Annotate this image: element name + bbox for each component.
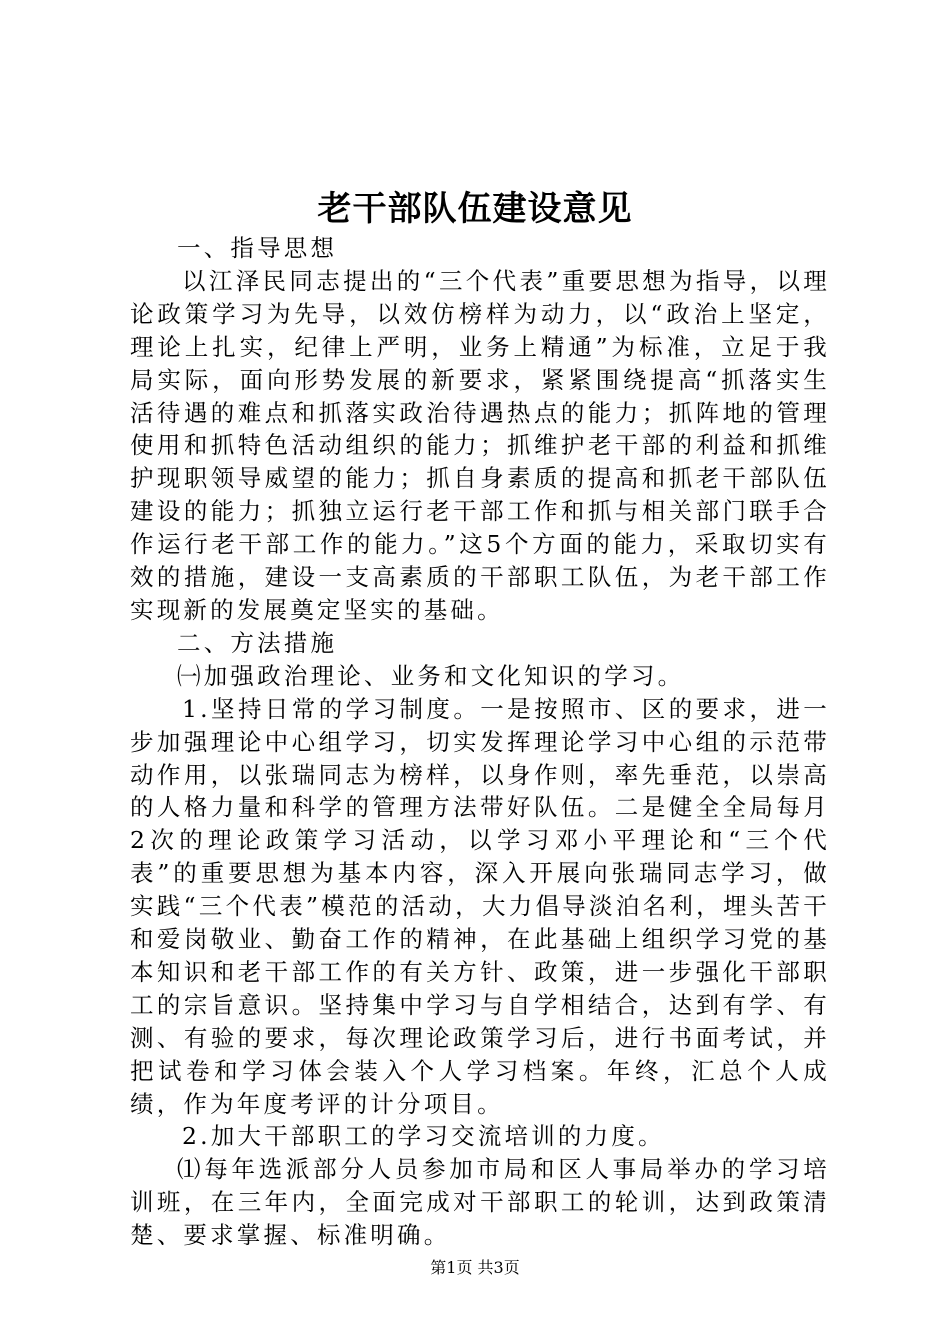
subsection-heading-study: ㈠加强政治理论、业务和文化知识的学习。 [177, 661, 685, 690]
page-number: 第1页 共3页 [430, 1258, 520, 1277]
document-title: 老干部队伍建设意见 [317, 189, 633, 229]
section-heading-guiding-ideology: 一、指导思想 [177, 234, 338, 262]
paragraph-training-heading: 2.加大干部职工的学习交流培训的力度。 [182, 1122, 665, 1151]
document-body [130, 232, 830, 1252]
paragraph-training-item-1: ⑴每年选派部分人员参加市局和区人事局举办的学习培训班，在三年内，全面完成对干部职工的轮训，达到政策清楚、要求掌握、标准明确。 [130, 1155, 830, 1250]
section-heading-methods: 二、方法措施 [177, 628, 338, 657]
paragraph-daily-study: 1.坚持日常的学习制度。一是按照市、区的要求，进一步加强理论中心组学习，切实发挥理论学习中心组的示范带动作用，以张瑞同志为榜样，以身作则，率先垂范，以崇高的人格力量和科学的管理方法带好队伍。二是健全全局每月2次的理论政策学习活动，以学习邓小平理论和“三个代表”的重要思想为基本内容，深入开展向张瑞同志学习，做实践“三个代表”模范的活动，大力倡导淡泊名利，埋头苦干和爱岗敬业、勤奋工作的精神，在此基础上组织学习党的基本知识和老干部工作的有关方针、政策，进一步强化干部职工的宗旨意识。坚持集中学习与自学相结合，达到有学、有测、有验的要求，每次理论政策学习后，进行书面考试，并把试卷和学习体会装入个人学习档案。年终，汇总个人成绩，作为年度考评的计分项目。 [130, 694, 830, 1118]
paragraph-guiding-ideology: 以江泽民同志提出的“三个代表”重要思想为指导，以理论政策学习为先导，以效仿榜样为动力，以“政治上坚定，理论上扎实，纪律上严明，业务上精通”为标准，立足于我局实际，面向形势发展的新要求，紧紧围绕提高“抓落实生活待遇的难点和抓落实政治待遇热点的能力；抓阵地的管理使用和抓特色活动组织的能力；抓维护老干部的利益和抓维护现职领导威望的能力；抓自身素质的提高和抓老干部队伍建设的能力；抓独立运行老干部工作和抓与相关部门联手合作运行老干部工作的能力。”这5个方面的能力，采取切实有效的措施，建设一支高素质的干部职工队伍，为老干部工作实现新的发展奠定坚实的基础。 [130, 266, 830, 624]
